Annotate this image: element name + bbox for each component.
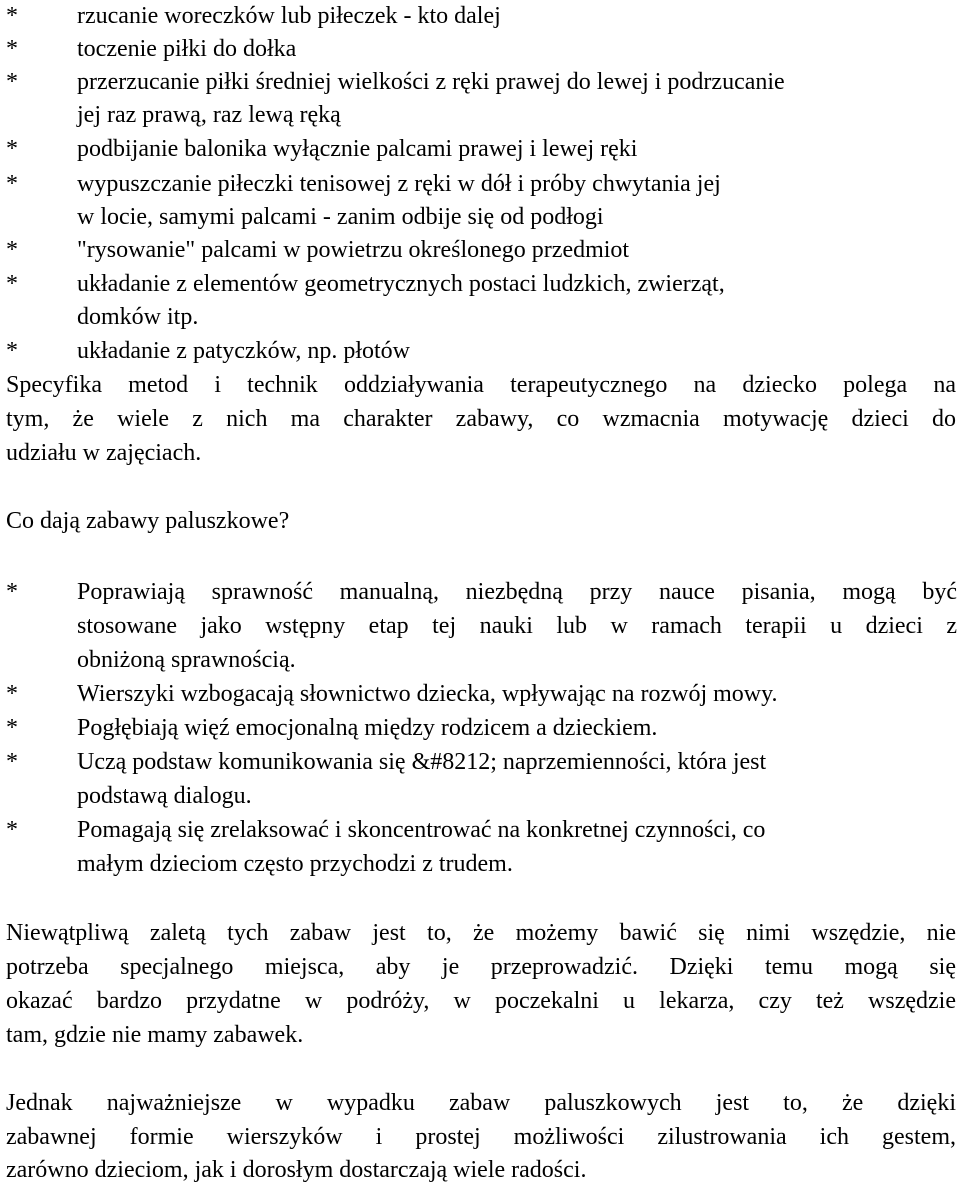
paragraph-line: potrzeba specjalnego miejsca, aby je przeprowadzić. Dzięki temu mogą się	[6, 954, 956, 980]
list-item-text: Pomagają się zrelaksować i skoncentrować na konkretnej czynności, co	[77, 817, 766, 843]
bullet-marker: *	[6, 817, 18, 843]
list-item-continuation: w locie, samymi palcami - zanim odbije się od podłogi	[77, 204, 604, 230]
bullet-marker: *	[6, 171, 18, 197]
paragraph-line: Specyfika metod i technik oddziaływania terapeutycznego na dziecko polega na	[6, 372, 956, 398]
list-item-continuation: małym dzieciom często przychodzi z trudem.	[77, 851, 513, 877]
paragraph-line: Jednak najważniejsze w wypadku zabaw paluszkowych jest to, że dzięki	[6, 1090, 956, 1116]
list-item	[0, 268, 960, 301]
list-item-continuation: jej raz prawą, raz lewą ręką	[77, 102, 341, 128]
list-item-continuation: domków itp.	[77, 304, 199, 330]
paragraph-line: tym, że wiele z nich ma charakter zabawy, co wzmacnia motywację dzieci do	[6, 406, 956, 432]
bullet-marker: *	[6, 3, 18, 29]
bullet-marker: *	[6, 237, 18, 263]
list-item-text: Uczą podstaw komunikowania się &#8212; naprzemienności, która jest	[77, 749, 767, 775]
list-item-text: "rysowanie" palcami w powietrzu określonego przedmiot	[77, 237, 630, 263]
list-item	[0, 712, 960, 745]
paragraph-line: Niewątpliwą zaletą tych zabaw jest to, że możemy bawić się nimi wszędzie, nie	[6, 920, 956, 946]
list-item	[0, 66, 960, 99]
bullet-marker: *	[6, 36, 18, 62]
list-item-continuation: podstawą dialogu.	[77, 783, 252, 809]
bullet-marker: *	[6, 338, 18, 364]
bullet-marker: *	[6, 749, 18, 775]
bullet-marker: *	[6, 271, 18, 297]
paragraph-line: zarówno dzieciom, jak i dorosłym dostarczają wiele radości.	[6, 1157, 587, 1183]
list-item-text: podbijanie balonika wyłącznie palcami prawej i lewej ręki	[77, 136, 638, 162]
list-item-text: rzucanie woreczków lub piłeczek - kto dalej	[77, 3, 501, 29]
list-item-text: układanie z patyczków, np. płotów	[77, 338, 411, 364]
list-item-continuation: obniżoną sprawnością.	[77, 647, 296, 673]
list-item	[0, 33, 960, 66]
list-item	[0, 133, 960, 166]
list-item-text: toczenie piłki do dołka	[77, 36, 297, 62]
list-item	[0, 335, 960, 368]
section-question: Co dają zabawy paluszkowe?	[6, 508, 290, 534]
list-item	[0, 168, 960, 201]
bullet-marker: *	[6, 715, 18, 741]
list-item-continuation: stosowane jako wstępny etap tej nauki lub w ramach terapii u dzieci z	[77, 613, 957, 639]
list-item-text: Poprawiają sprawność manualną, niezbędną przy nauce pisania, mogą być	[77, 579, 957, 605]
bullet-marker: *	[6, 681, 18, 707]
list-item	[0, 746, 960, 779]
list-item-text: Wierszyki wzbogacają słownictwo dziecka, wpływając na rozwój mowy.	[77, 681, 778, 707]
bullet-marker: *	[6, 579, 18, 605]
list-item-text: Pogłębiają więź emocjonalną między rodzicem a dzieckiem.	[77, 715, 658, 741]
paragraph-line: udziału w zajęciach.	[6, 440, 202, 466]
list-item	[0, 576, 960, 609]
list-item-text: przerzucanie piłki średniej wielkości z ręki prawej do lewej i podrzucanie	[77, 69, 785, 95]
list-item-text: wypuszczanie piłeczki tenisowej z ręki w dół i próby chwytania jej	[77, 171, 721, 197]
paragraph-line: zabawnej formie wierszyków i prostej możliwości zilustrowania ich gestem,	[6, 1124, 956, 1150]
list-item	[0, 678, 960, 711]
list-item-text: układanie z elementów geometrycznych postaci ludzkich, zwierząt,	[77, 271, 725, 297]
list-item	[0, 234, 960, 267]
paragraph-line: tam, gdzie nie mamy zabawek.	[6, 1022, 304, 1048]
paragraph-line: okazać bardzo przydatne w podróży, w poczekalni u lekarza, czy też wszędzie	[6, 988, 956, 1014]
bullet-marker: *	[6, 136, 18, 162]
list-item	[0, 814, 960, 847]
list-item	[0, 0, 960, 33]
bullet-marker: *	[6, 69, 18, 95]
